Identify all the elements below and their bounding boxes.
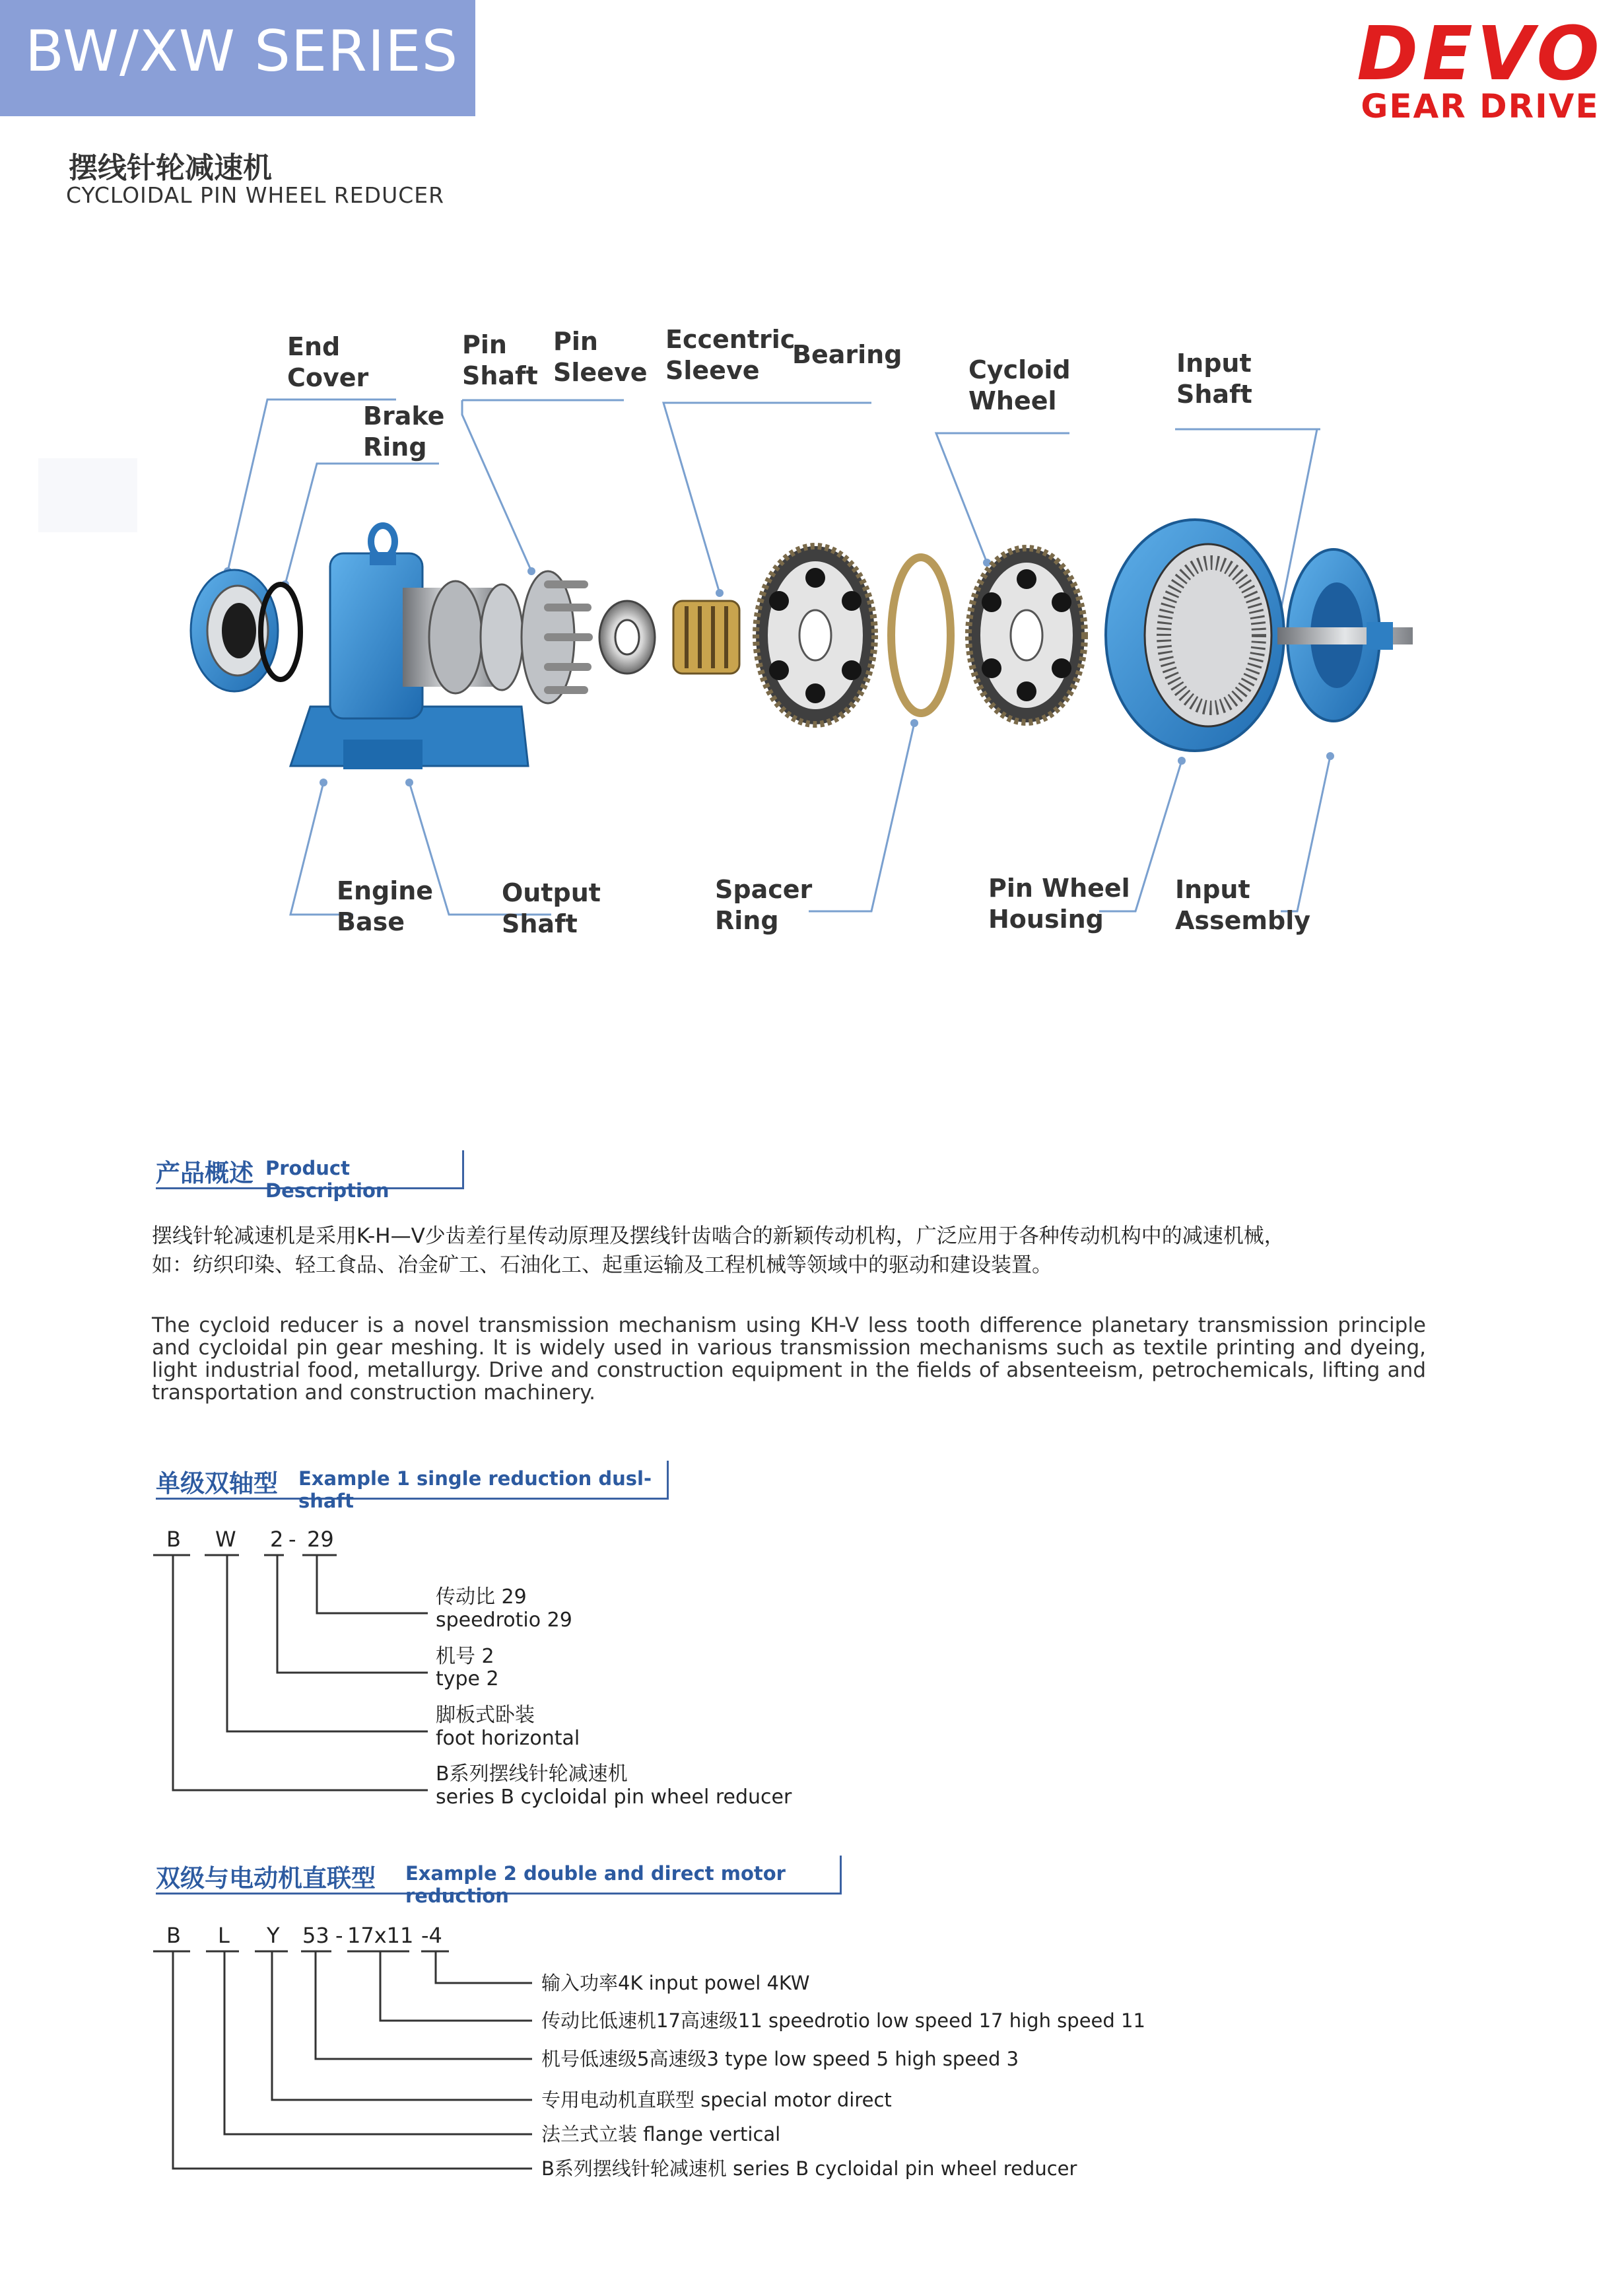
label-output-shaft: Output Shaft bbox=[502, 878, 601, 938]
ex1-item-1-en: type 2 bbox=[436, 1667, 499, 1690]
series-title: BW/XW SERIES bbox=[25, 18, 459, 85]
example2-heading-cn: 双级与电动机直联型 bbox=[156, 1864, 376, 1893]
ex2-item-4: 法兰式立装 flange vertical bbox=[541, 2123, 781, 2145]
label-bearing: Bearing bbox=[792, 340, 902, 369]
cycloid-wheel-1-part bbox=[756, 546, 875, 724]
label-input-shaft: Input Shaft bbox=[1176, 349, 1252, 409]
leader-cycloid bbox=[936, 433, 1069, 563]
example1-heading-en: Example 1 single reduction dusl-shaft bbox=[298, 1467, 652, 1512]
ex1-code-3: - bbox=[288, 1527, 296, 1552]
end-cover-part bbox=[191, 570, 278, 691]
pin-wheel-housing-part bbox=[1106, 520, 1284, 751]
example2-heading bbox=[156, 1856, 842, 1907]
leader-pin-shaft bbox=[462, 400, 531, 571]
ex1-item-2-cn: 脚板式卧装 bbox=[436, 1704, 535, 1727]
ex2-code-2: Y bbox=[267, 1923, 280, 1948]
label-pin-wheel-housing: Pin Wheel Housing bbox=[988, 874, 1130, 934]
ex1-code-1: W bbox=[215, 1527, 236, 1552]
page-title-en: CYCLOIDAL PIN WHEEL REDUCER bbox=[66, 182, 445, 208]
label-brake-ring: Brake Ring bbox=[363, 401, 445, 462]
description-cn-line1: 摆线针轮减速机是采用K-H—V少齿差行星传动原理及摆线针齿啮合的新颖传动机构，广泛应用于各种传动机构中的减速机械， bbox=[152, 1224, 1285, 1248]
eccentric-sleeve-part bbox=[673, 601, 739, 674]
label-eccentric-sleeve: Eccentric Sleeve bbox=[665, 325, 795, 385]
ex1-item-2-en: foot horizontal bbox=[436, 1727, 580, 1750]
label-end-cover: End Cover bbox=[287, 332, 369, 392]
ex1-item-1-cn: 机号 2 bbox=[436, 1645, 494, 1668]
input-assembly-part bbox=[1277, 549, 1413, 721]
description-en: The cycloid reducer is a novel transmission mechanism using KH-V less tooth difference planetary transmission principle and cycloidal pin gear meshing. It is widely used in various transmission mechanisms such as textile printing and dyeing, light industrial food, metallurgy. Drive and construction equipment in the fields of absenteeism, petrochemicals, lifting and transportation and construction machinery. bbox=[152, 1313, 1426, 1405]
page-title-cn: 摆线针轮减速机 bbox=[69, 151, 272, 185]
ex2-code-4: - bbox=[335, 1923, 343, 1948]
ex2-code-5: 17x11 bbox=[347, 1923, 414, 1948]
description-heading-cn: 产品概述 bbox=[156, 1159, 254, 1187]
exploded-diagram bbox=[0, 317, 1624, 951]
logo-sub: GEAR DRIVE bbox=[1361, 87, 1600, 125]
ex2-code-0: B bbox=[166, 1923, 181, 1948]
label-pin-shaft: Pin Shaft bbox=[462, 330, 538, 390]
leader-input-assembly bbox=[1281, 756, 1330, 911]
example1-code-diagram bbox=[132, 1519, 924, 1823]
label-engine-base: Engine Base bbox=[337, 876, 434, 936]
description-heading bbox=[156, 1150, 464, 1202]
logo-main: DEVO bbox=[1357, 20, 1604, 97]
example1-heading-cn: 单级双轴型 bbox=[156, 1469, 278, 1498]
description-cn bbox=[152, 1222, 1485, 1280]
ex1-item-0-en: speedrotio 29 bbox=[436, 1609, 572, 1632]
label-pin-sleeve: Pin Sleeve bbox=[553, 327, 648, 387]
ex2-code-1: L bbox=[218, 1923, 230, 1948]
example2-heading-en: Example 2 double and direct motor reduction bbox=[405, 1862, 786, 1907]
label-spacer-ring: Spacer Ring bbox=[715, 875, 813, 935]
example1-heading bbox=[156, 1461, 669, 1512]
ex2-code-3: 53 bbox=[302, 1923, 329, 1948]
ex1-item-0-cn: 传动比 29 bbox=[436, 1585, 527, 1609]
leader-spacer bbox=[809, 723, 914, 911]
ex2-item-2: 机号低速级5高速级3 type low speed 5 high speed 3 bbox=[541, 2048, 1019, 2070]
ex1-code-2: 2 bbox=[270, 1527, 284, 1552]
description-heading-en: Product Description bbox=[265, 1157, 389, 1202]
ex2-code-6: -4 bbox=[421, 1923, 442, 1948]
cycloid-wheel-2-part bbox=[968, 548, 1085, 722]
label-input-assembly: Input Assembly bbox=[1175, 875, 1311, 935]
output-shaft-part bbox=[403, 571, 589, 703]
ex1-item-3-cn: B系列摆线针轮减速机 bbox=[436, 1762, 628, 1786]
label-cycloid-wheel: Cycloid Wheel bbox=[968, 355, 1071, 415]
ex1-code-4: 29 bbox=[307, 1527, 334, 1552]
ex2-item-3: 专用电动机直联型 special motor direct bbox=[541, 2089, 892, 2111]
ex1-item-3-en: series B cycloidal pin wheel reducer bbox=[436, 1786, 792, 1809]
bearing-small-part bbox=[599, 601, 655, 674]
ex1-code-0: B bbox=[166, 1527, 181, 1552]
example2-code-diagram bbox=[132, 1915, 1254, 2192]
spacer-ring-part bbox=[891, 557, 951, 713]
ex2-item-1: 传动比低速机17高速级11 speedrotio low speed 17 high speed 11 bbox=[541, 2009, 1145, 2032]
ex2-item-5: B系列摆线针轮减速机 series B cycloidal pin wheel reducer bbox=[541, 2157, 1077, 2180]
devo-logo bbox=[1355, 20, 1606, 125]
ex2-item-0: 输入功率4K input powel 4KW bbox=[541, 1972, 810, 1994]
description-cn-line2: 如：纺织印染、轻工食品、冶金矿工、石油化工、起重运输及工程机械等领域中的驱动和建设装置。 bbox=[152, 1253, 1052, 1277]
